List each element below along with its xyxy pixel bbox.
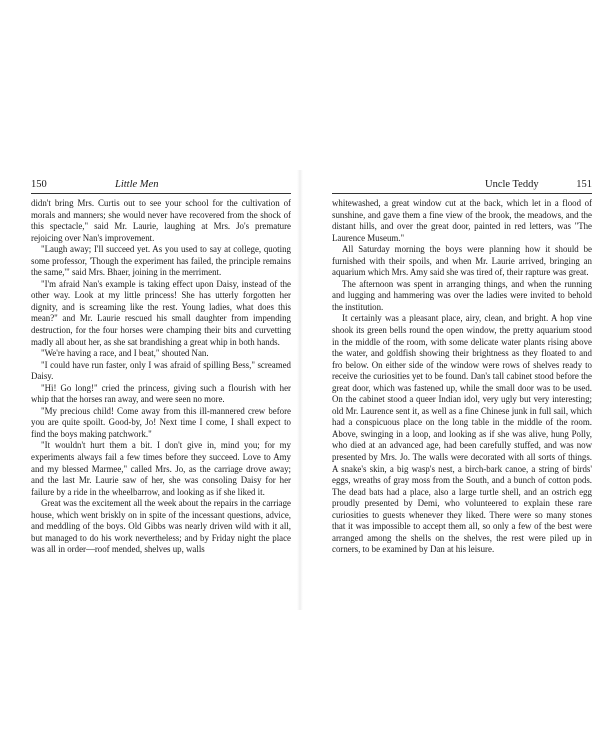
left-running-head bbox=[31, 178, 291, 192]
right-page-number: 151 bbox=[576, 179, 592, 190]
book-gutter bbox=[297, 170, 303, 610]
paragraph: All Saturday morning the boys were planning how it should be furnished with their spoils, and when Mr. Laurie arrived, bringing an aquarium which Mrs. Amy said she was tired of, their rapture was great. bbox=[332, 244, 592, 278]
right-page bbox=[332, 178, 592, 556]
left-page bbox=[31, 178, 291, 556]
paragraph: It certainly was a pleasant place, airy, clean, and bright. A hop vine shook its green bells round the open window, the pretty aquarium stood in the middle of the room, with some delicate water plants rising above the water, and goldfish showing their brightness as they floated to and fro below. On either side of the window were rows of shelves ready to receive the curiosities yet to be found. Dan's tall cabinet stood before the great door, which was fastened up, while the small door was to be used. On the cabinet stood a queer Indian idol, very ugly but very interesting; old Mr. Laurence sent it, as well as a fine Chinese junk in full sail, which had a conspicuous place on the long table in the middle of the room. Above, swinging in a loop, and looking as if she was alive, hung Polly, who died at an advanced age, had been carefully stuffed, and was now presented by Mrs. Jo. The walls were decorated with all sorts of things. A snake's skin, a big wasp's nest, a birch-bark canoe, a string of birds' eggs, wreaths of gray moss from the South, and a bunch of cotton pods. The dead bats had a place, also a large turtle shell, and an ostrich egg proudly presented by Demi, who volunteered to explain these rare curiosities to guests whenever they liked. There were so many stones that it was impossible to accept them all, so only a few of the best were arranged among the shells on the shelves, the rest were piled up in corners, to be examined by Dan at his leisure. bbox=[332, 313, 592, 555]
paragraph: "It wouldn't hurt them a bit. I don't give in, mind you; for my experiments always fail a few times before they succeed. Love to Amy and my blessed Marmee," called Mrs. Jo, as the carriage drove away; and the last Mr. Laurie saw of her, she was consoling Daisy for her failure by a ride in the wheelbarrow, and looking as if she liked it. bbox=[31, 440, 291, 497]
paragraph: "Laugh away; I'll succeed yet. As you used to say at college, quoting some professor, 'Though the experiment has failed, the principle remains the same,'" said Mrs. Bhaer, joining in the merriment. bbox=[31, 244, 291, 278]
left-body-text bbox=[31, 198, 291, 556]
paragraph: Great was the excitement all the week about the repairs in the carriage house, which went briskly on in spite of the incessant questions, advice, and meddling of the boys. Old Gibbs was nearly driven wild with it all, but managed to do his work nevertheless; and by Friday night the place was all in order—roof mended, shelves up, walls bbox=[31, 498, 291, 555]
paragraph: "I'm afraid Nan's example is taking effect upon Daisy, instead of the other way. Look at my little princess! She has utterly forgotten her dignity, and is screaming like the rest. Young ladies, what does this mean?" and Mr. Laurie rescued his small daughter from impending destruction, for the four horses were champing their bits and curvetting madly all about her, as she sat brandishing a great whip in both hands. bbox=[31, 278, 291, 347]
right-header-rule bbox=[332, 193, 592, 194]
right-running-head bbox=[332, 178, 592, 192]
right-running-title: Uncle Teddy bbox=[485, 179, 539, 190]
paragraph: didn't bring Mrs. Curtis out to see your school for the cultivation of morals and manners; she would never have recovered from the shock of this spectacle," said Mr. Laurie, laughing at Mrs. Jo's premature rejoicing over Nan's improvement. bbox=[31, 198, 291, 243]
left-page-number: 150 bbox=[31, 179, 47, 190]
right-body-text bbox=[332, 198, 592, 556]
paragraph: whitewashed, a great window cut at the back, which let in a flood of sunshine, and gave them a fine view of the brook, the meadows, and the distant hills, and over the great door, painted in red letters, was "The Laurence Museum." bbox=[332, 198, 592, 243]
paragraph: "We're having a race, and I beat," shouted Nan. bbox=[41, 348, 209, 359]
paragraph: The afternoon was spent in arranging things, and when the running and lugging and hammering was over the ladies were invited to behold the institution. bbox=[332, 278, 592, 312]
paragraph: "My precious child! Come away from this ill-mannered crew before you are quite spoilt. Good-by, Jo! Next time I come, I shall expect to find the boys making patchwork." bbox=[31, 405, 291, 439]
paragraph: "I could have run faster, only I was afraid of spilling Bess," screamed Daisy. bbox=[31, 359, 291, 382]
left-header-rule bbox=[31, 193, 291, 194]
left-running-title: Little Men bbox=[115, 179, 159, 190]
paragraph: "Hi! Go long!" cried the princess, giving such a flourish with her whip that the horses ran away, and were seen no more. bbox=[31, 382, 291, 405]
